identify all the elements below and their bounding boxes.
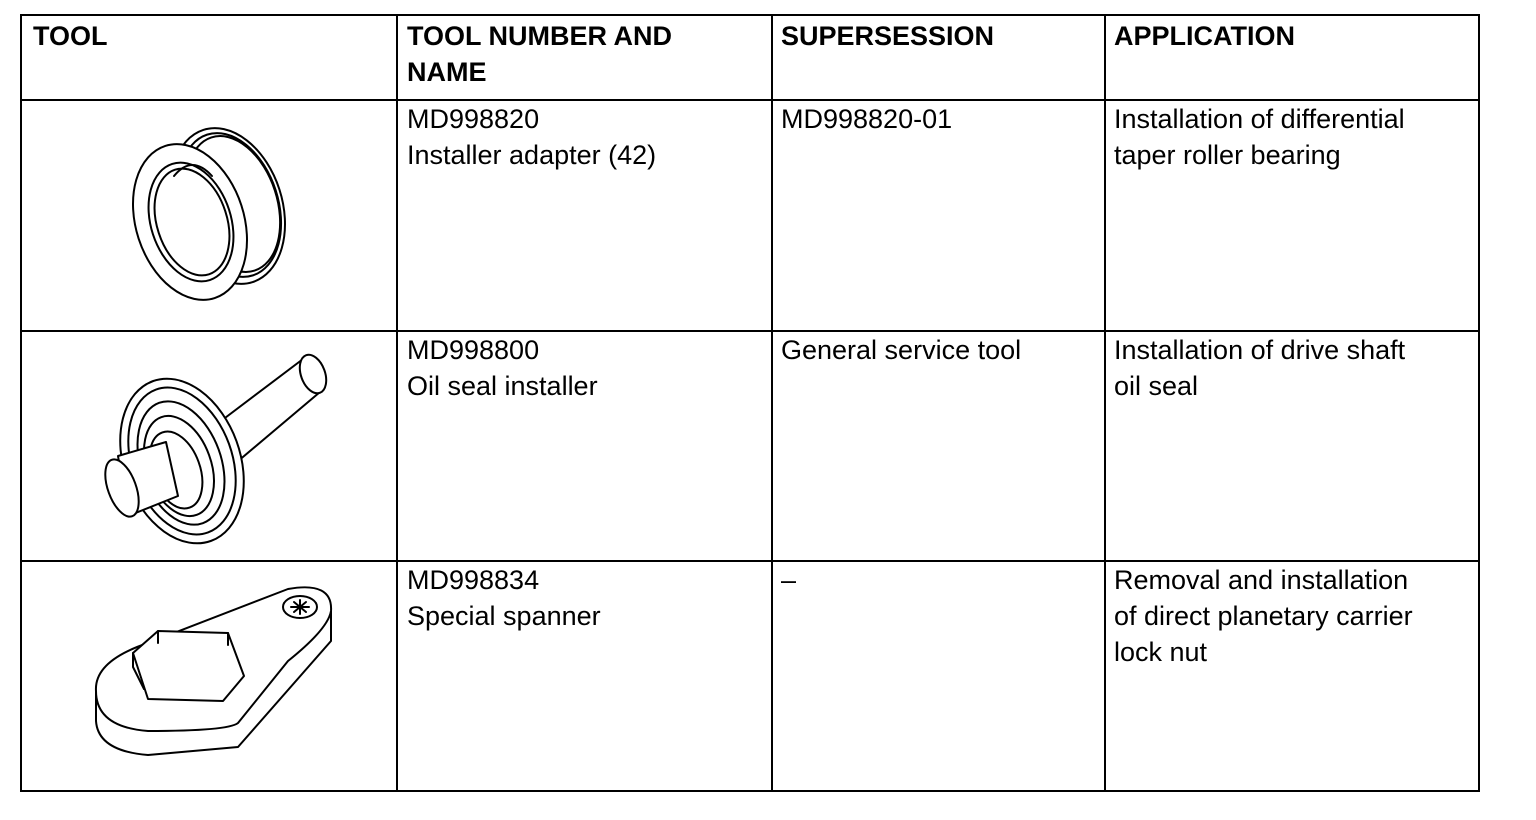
column-divider xyxy=(1104,16,1106,790)
tool-number: MD998820 xyxy=(407,104,540,134)
supersession-cell: General service tool xyxy=(781,335,1022,365)
special-tools-table xyxy=(20,14,1480,792)
column-divider xyxy=(396,16,398,790)
application-cell: Removal and installation of direct planetary carrier lock nut xyxy=(1114,565,1413,667)
header-application: APPLICATION xyxy=(1114,21,1295,51)
supersession-cell: – xyxy=(781,565,797,595)
tool-number: MD998800 xyxy=(407,335,540,365)
column-divider xyxy=(771,16,773,790)
header-tool-number-and-name: TOOL NUMBER AND NAME xyxy=(407,21,673,87)
oil-seal-installer-icon xyxy=(82,346,342,546)
special-spanner-icon xyxy=(88,581,338,761)
application-cell: Installation of differential taper roller bearing xyxy=(1114,104,1405,170)
tool-name: Installer adapter (42) xyxy=(407,140,657,170)
tool-number-name-cell xyxy=(407,332,598,404)
supersession-cell: MD998820-01 xyxy=(781,104,953,134)
tool-name: Special spanner xyxy=(407,601,601,631)
tool-number-name-cell xyxy=(407,562,601,634)
header-tool: TOOL xyxy=(33,21,108,51)
header-supersession: SUPERSESSION xyxy=(781,21,995,51)
tool-name: Oil seal installer xyxy=(407,371,598,401)
application-cell: Installation of drive shaft oil seal xyxy=(1114,335,1406,401)
tool-number-name-cell xyxy=(407,101,656,173)
tool-number: MD998834 xyxy=(407,565,540,595)
installer-adapter-icon xyxy=(122,116,322,316)
